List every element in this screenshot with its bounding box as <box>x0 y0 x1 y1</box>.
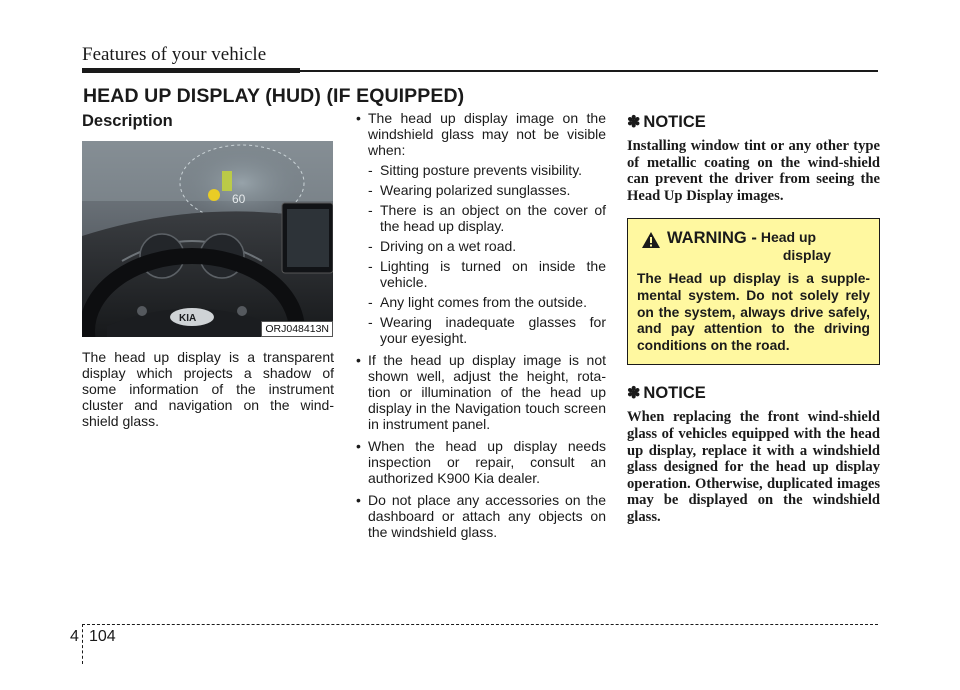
bullet-glyph: • <box>356 492 361 508</box>
description-body: The head up display is a transparent display which projects a shadow of some information of the instrument cluster and navigation on the wind-shield glass. <box>82 349 334 429</box>
header-rule-thin <box>300 70 878 72</box>
hud-figure <box>82 141 333 337</box>
list-item: • Do not place any accessories on the dashboard or attach any objects on the windshield glass. <box>356 492 606 540</box>
warning-triangle-icon <box>641 231 661 249</box>
list-item: • The head up display image on the windshield glass may not be visible when: - Sitting posture prevents visibility. - Wearing polarized sunglasses. - There is an object on the cover of the head up display. - Driving on a wet road. - Lighting is turned on inside the vehicle. - Any light comes from the outside. - Wearing inadequate glasses for your eyesight. <box>356 110 606 346</box>
warning-box <box>627 218 880 365</box>
section-title: HEAD UP DISPLAY (HUD) (IF EQUIPPED) <box>83 85 465 107</box>
column-notices <box>627 110 880 526</box>
list-item: • When the head up display needs inspection or repair, consult an authorized K900 Kia dealer. <box>356 438 606 486</box>
hud-speed-limit-icon <box>208 189 220 201</box>
list-item: - Wearing inadequate glasses for your eyesight. <box>368 314 606 346</box>
list-item: - Any light comes from the outside. <box>368 294 587 310</box>
warning-subject: Head up <box>760 229 817 246</box>
header-rule-thick <box>82 68 300 73</box>
notice-heading-1: ✽ NOTICE <box>627 113 706 131</box>
notice-text-2: When replacing the front wind-shield glass of vehicles equipped with the head up display, replace it with a windshield glass designed for the head up display operation. Otherwise, duplicated images may be displayed on the windshield glass. <box>627 409 880 525</box>
warning-word: WARNING - <box>667 229 757 248</box>
svg-text:KIA: KIA <box>179 313 197 324</box>
figure-caption: ORJ048413N <box>261 321 333 337</box>
hud-speed-readout: 60 <box>232 192 246 206</box>
notice-star-icon: ✽ <box>627 114 641 131</box>
notice-star-icon: ✽ <box>627 385 641 403</box>
list-item: - Wearing polarized sunglasses. <box>368 182 571 198</box>
column-bullets <box>356 110 606 546</box>
notice-text-1: Installing window tint or any other type of metallic coating on the wind-shield can prevent the driver from seeing the Head Up Display images. <box>627 138 880 204</box>
warning-title <box>637 229 870 265</box>
running-header: Features of your vehicle <box>82 44 267 65</box>
list-item: - Driving on a wet road. <box>368 238 517 254</box>
list-item: - Lighting is turned on inside the vehicle. <box>368 258 606 290</box>
bullet-glyph: • <box>356 438 361 454</box>
footer-rule <box>82 624 878 625</box>
list-item: - Sitting posture prevents visibility. <box>368 162 583 178</box>
warning-text: The Head up display is a supple-mental system. Do not solely rely on the system, always drive safely, and pay attention to the driving conditions on the road. <box>637 271 870 353</box>
column-description <box>82 110 334 429</box>
bullet-glyph: • <box>356 110 361 126</box>
description-heading: Description <box>82 112 173 130</box>
list-item: - There is an object on the cover of the head up display. <box>368 202 606 234</box>
dashboard-illustration <box>82 141 333 337</box>
chapter-number: 4 <box>70 628 79 645</box>
notice-heading-2: ✽ NOTICE <box>627 384 706 403</box>
page-number: 104 <box>89 628 116 645</box>
footer-divider <box>82 624 83 664</box>
list-item: • If the head up display image is not shown well, adjust the height, rota-tion or illumination of the head up display in the Navigation touch screen in instrument panel. <box>356 352 606 432</box>
warning-subject-line2: display <box>782 247 832 264</box>
visibility-bullet-list <box>356 110 606 540</box>
bullet-glyph: • <box>356 352 361 368</box>
condition-sublist <box>368 162 606 346</box>
